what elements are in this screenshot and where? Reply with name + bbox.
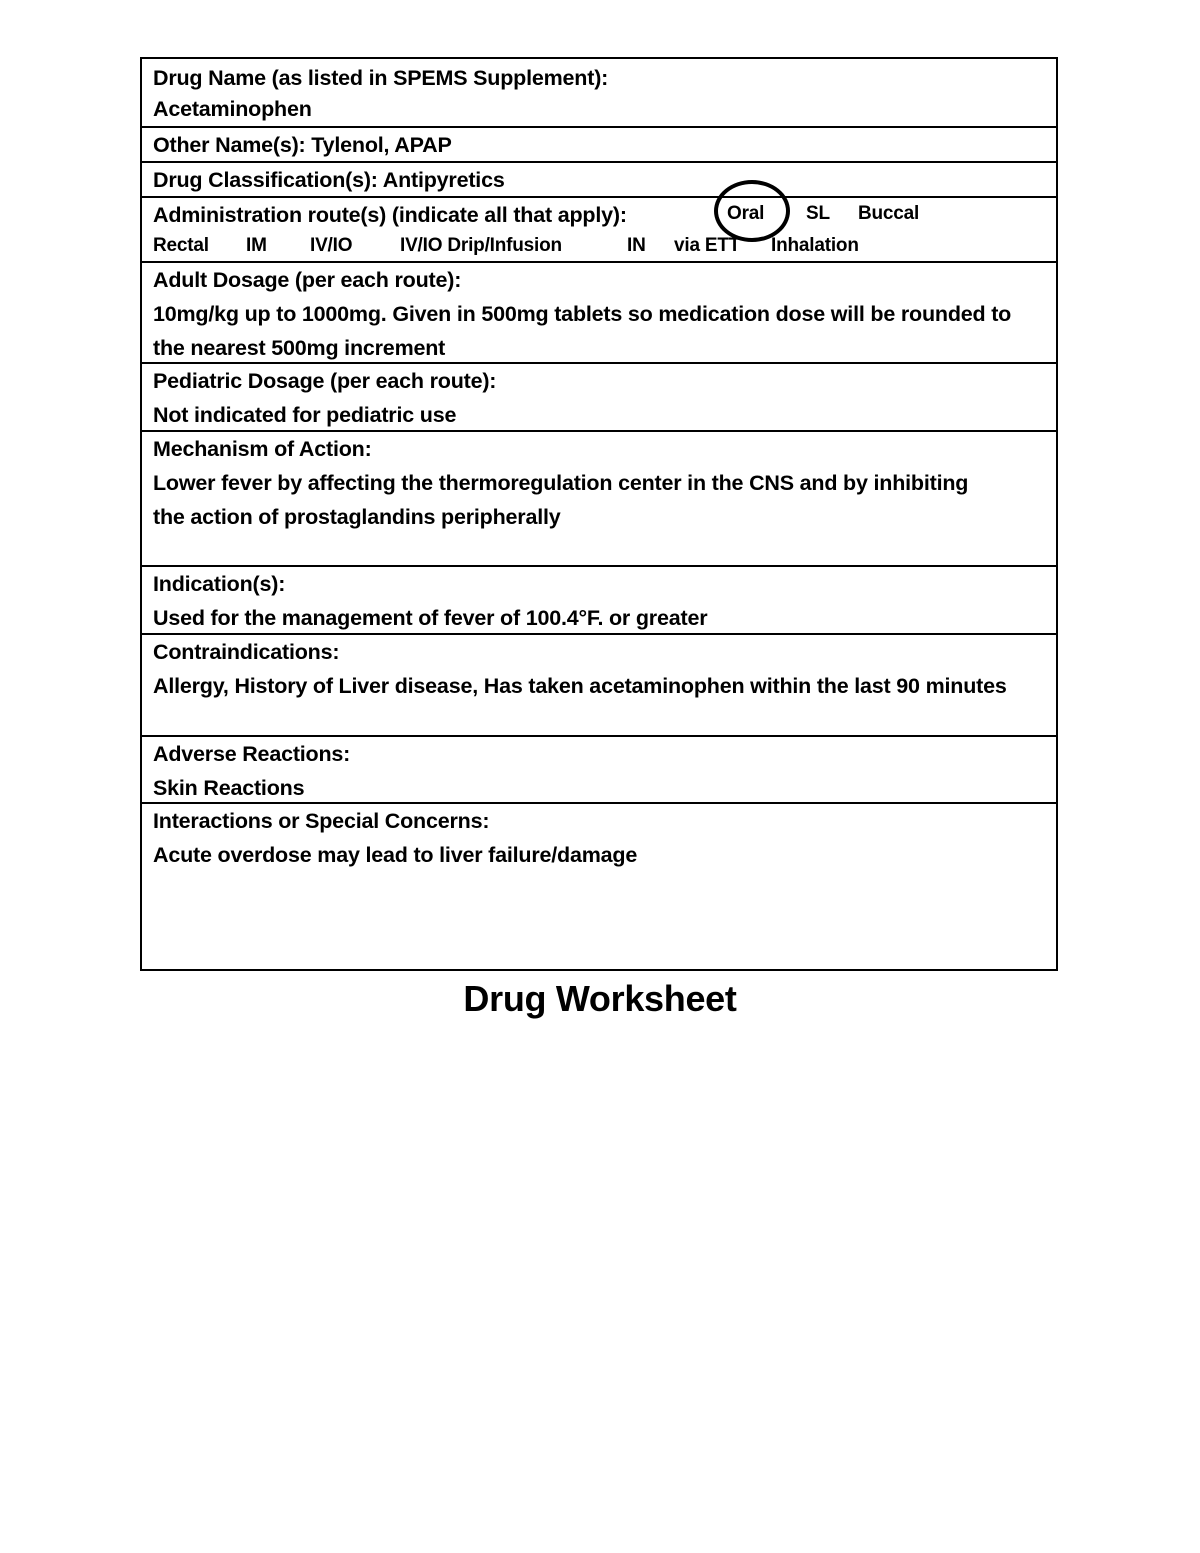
mechanism-value: Lower fever by affecting the thermoregulation center in the CNS and by inhibiting the action of prostaglandins peripherally bbox=[153, 471, 969, 529]
adult-dosage-label: Adult Dosage (per each route): bbox=[153, 268, 462, 292]
route-option-via-ett[interactable]: via ETT bbox=[674, 235, 741, 256]
interactions-row bbox=[142, 804, 1056, 969]
drug-name-label: Drug Name (as listed in SPEMS Supplement): bbox=[153, 66, 609, 90]
administration-routes-row bbox=[142, 198, 1056, 263]
route-option-oral[interactable]: Oral bbox=[727, 203, 765, 224]
adult-dosage-row bbox=[142, 263, 1056, 364]
adverse-reactions-row bbox=[142, 737, 1056, 804]
drug-name-row bbox=[142, 59, 1056, 128]
interactions-label: Interactions or Special Concerns: bbox=[153, 809, 490, 833]
contraindications-label: Contraindications: bbox=[153, 640, 340, 664]
other-names-row bbox=[142, 128, 1056, 163]
route-option-sl[interactable]: SL bbox=[806, 203, 830, 224]
route-option-im[interactable]: IM bbox=[246, 235, 267, 256]
route-option-iv-io-drip[interactable]: IV/IO Drip/Infusion bbox=[400, 235, 562, 256]
route-option-buccal[interactable]: Buccal bbox=[858, 203, 920, 224]
pediatric-dosage-value: Not indicated for pediatric use bbox=[153, 403, 457, 427]
classification-row bbox=[142, 163, 1056, 198]
route-option-iv-io[interactable]: IV/IO bbox=[310, 235, 353, 256]
contraindications-value: Allergy, History of Liver disease, Has taken acetaminophen within the last 90 minutes bbox=[153, 674, 1007, 698]
indications-value: Used for the management of fever of 100.4°F. or greater bbox=[153, 606, 708, 630]
adult-dosage-value: 10mg/kg up to 1000mg. Given in 500mg tablets so medication dose will be rounded to the nearest 500mg increment bbox=[153, 302, 1012, 360]
mechanism-label: Mechanism of Action: bbox=[153, 437, 372, 461]
mechanism-row bbox=[142, 432, 1056, 567]
route-option-inhalation[interactable]: Inhalation bbox=[771, 235, 859, 256]
adverse-reactions-label: Adverse Reactions: bbox=[153, 742, 351, 766]
indications-label: Indication(s): bbox=[153, 572, 286, 596]
adverse-reactions-value: Skin Reactions bbox=[153, 776, 305, 800]
other-names-text: Other Name(s): Tylenol, APAP bbox=[153, 133, 452, 157]
pediatric-dosage-row bbox=[142, 364, 1056, 432]
indications-row bbox=[142, 567, 1056, 635]
route-option-rectal[interactable]: Rectal bbox=[153, 235, 209, 256]
routes-label: Administration route(s) (indicate all that apply): bbox=[153, 203, 627, 227]
page-title: Drug Worksheet bbox=[463, 978, 737, 1019]
route-option-in[interactable]: IN bbox=[627, 235, 646, 256]
interactions-value: Acute overdose may lead to liver failure/damage bbox=[153, 843, 638, 867]
drug-name-value: Acetaminophen bbox=[153, 97, 312, 121]
contraindications-row bbox=[142, 635, 1056, 737]
pediatric-dosage-label: Pediatric Dosage (per each route): bbox=[153, 369, 497, 393]
classification-text: Drug Classification(s): Antipyretics bbox=[153, 168, 505, 192]
drug-worksheet-form bbox=[140, 57, 1058, 971]
